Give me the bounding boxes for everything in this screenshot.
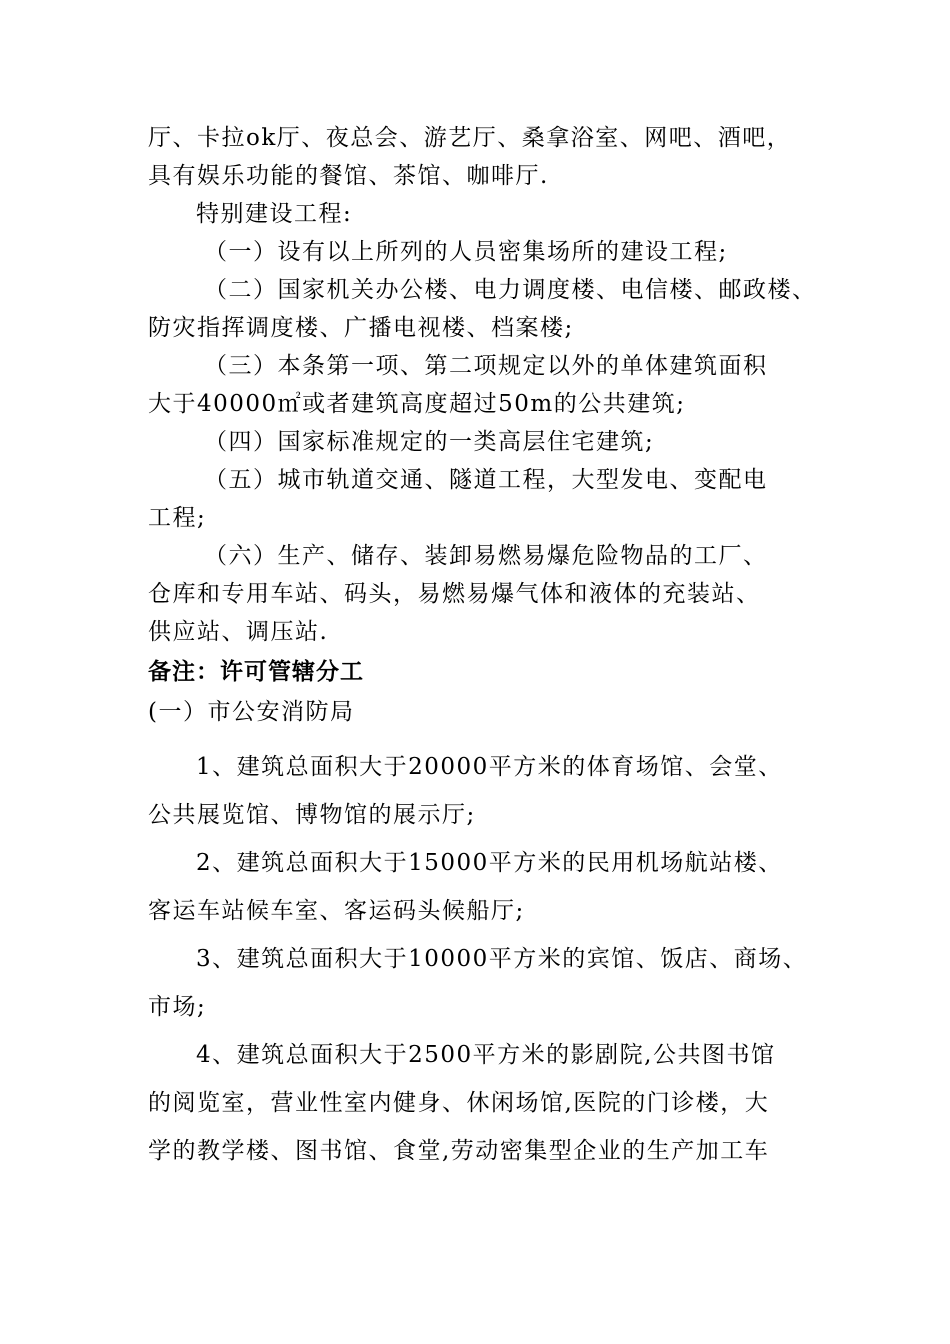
text-line: 市场;: [148, 994, 207, 1020]
text-line: 工程;: [148, 505, 207, 531]
text-line: 3、建筑总面积大于10000平方米的宾馆、饭店、商场、: [196, 946, 808, 972]
text-line: 客运车站候车室、客运码头候船厅;: [148, 898, 525, 924]
text-line: （二）国家机关办公楼、电力调度楼、电信楼、邮政楼、: [204, 277, 817, 303]
text-line: 1、建筑总面积大于20000平方米的体育场馆、会堂、: [196, 754, 783, 780]
text-line: 具有娱乐功能的餐馆、茶馆、咖啡厅.: [148, 163, 549, 189]
text-line: （六）生产、储存、装卸易燃易爆危险物品的工厂、: [204, 543, 768, 569]
subsection-heading: (一）市公安消防局: [148, 699, 355, 725]
text-line: （四）国家标准规定的一类高层住宅建筑;: [204, 429, 655, 455]
text-line: 厅、卡拉ok厅、夜总会、游艺厅、桑拿浴室、网吧、酒吧，: [148, 125, 792, 151]
text-line: 仓库和专用车站、码头，易燃易爆气体和液体的充装站、: [148, 581, 761, 607]
text-line: 特别建设工程:: [196, 201, 353, 227]
text-line: 2、建筑总面积大于15000平方米的民用机场航站楼、: [196, 850, 783, 876]
text-line: 大于40000㎡或者建筑高度超过50m的公共建筑;: [148, 391, 686, 417]
section-heading: 备注：许可管辖分工: [148, 659, 364, 685]
text-line: （五）城市轨道交通、隧道工程，大型发电、变配电: [204, 467, 768, 493]
text-line: 学的教学楼、图书馆、食堂,劳动密集型企业的生产加工车: [148, 1138, 770, 1164]
text-line: （三）本条第一项、第二项规定以外的单体建筑面积: [204, 353, 768, 379]
text-line: 的阅览室，营业性室内健身、休闲场馆,医院的门诊楼，大: [148, 1090, 770, 1116]
text-line: 供应站、调压站.: [148, 619, 329, 645]
text-line: 公共展览馆、博物馆的展示厅;: [148, 802, 476, 828]
text-line: （一）设有以上所列的人员密集场所的建设工程;: [204, 239, 728, 265]
text-line: 4、建筑总面积大于2500平方米的影剧院,公共图书馆: [196, 1042, 776, 1068]
text-line: 防灾指挥调度楼、广播电视楼、档案楼;: [148, 315, 574, 341]
